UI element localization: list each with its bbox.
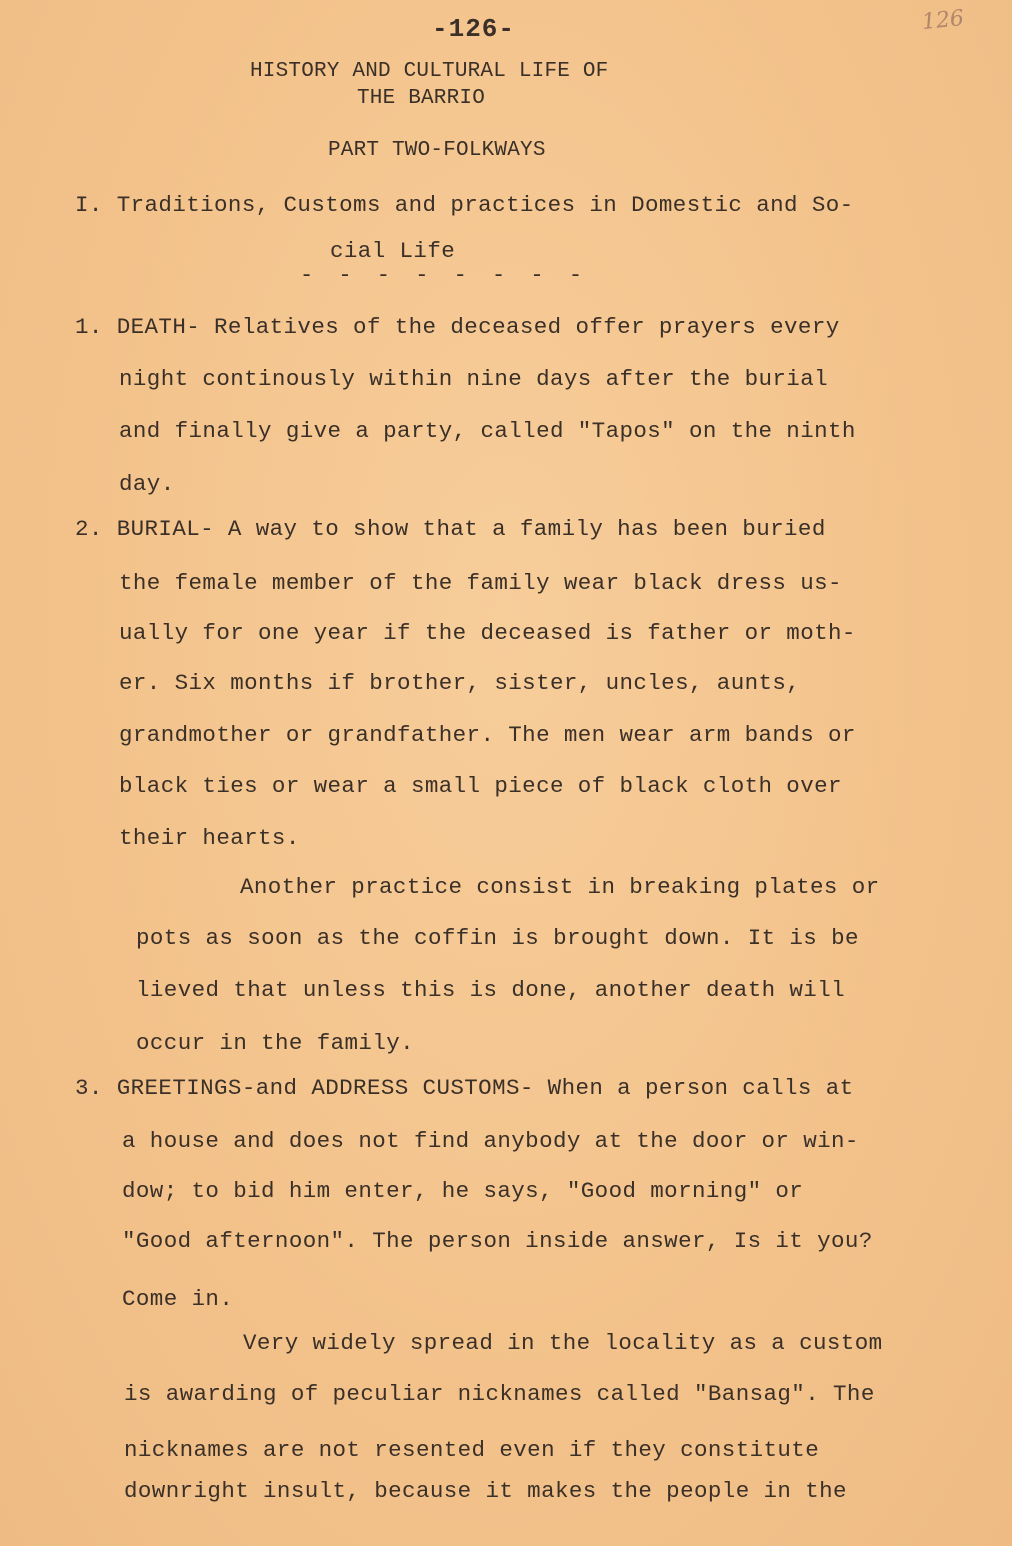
text-line: downright insult, because it makes the people in the [124, 1478, 847, 1504]
text-line: Very widely spread in the locality as a custom [243, 1330, 883, 1356]
text-line: the female member of the family wear black dress us- [119, 570, 842, 596]
text-line: a house and does not find anybody at the door or win- [122, 1128, 859, 1154]
title-line-2: THE BARRIO [357, 87, 486, 110]
text-line: Come in. [122, 1286, 234, 1312]
text-line: "Good afternoon". The person inside answer, Is it you? [122, 1228, 873, 1254]
title-line-1: HISTORY AND CULTURAL LIFE OF [250, 60, 609, 83]
text-line: 2. BURIAL- A way to show that a family has been buried [75, 516, 826, 542]
text-line: occur in the family. [136, 1030, 415, 1056]
text-line: Another practice consist in breaking plates or [240, 874, 880, 900]
text-line: their hearts. [119, 825, 300, 851]
text-line: and finally give a party, called "Tapos" on the ninth [119, 418, 856, 444]
text-line: is awarding of peculiar nicknames called "Bansag". The [124, 1381, 875, 1407]
text-line: lieved that unless this is done, another death will [136, 977, 846, 1003]
handwritten-page-number: 126 [920, 5, 966, 36]
text-line: dow; to bid him enter, he says, "Good morning" or [122, 1178, 804, 1204]
page-number: -126- [432, 14, 516, 44]
text-line: er. Six months if brother, sister, uncles, aunts, [119, 670, 801, 696]
text-line: black ties or wear a small piece of black cloth over [119, 773, 842, 799]
text-line: 3. GREETINGS-and ADDRESS CUSTOMS- When a person calls at [75, 1075, 854, 1101]
text-line: 1. DEATH- Relatives of the deceased offer prayers every [75, 314, 840, 340]
heading-underline-dashes: - - - - - - - - [300, 263, 589, 288]
section-heading-line-1: I. Traditions, Customs and practices in Domestic and So- [75, 192, 854, 218]
part-title: PART TWO-FOLKWAYS [328, 139, 546, 162]
text-line: night continously within nine days after the burial [119, 366, 829, 392]
text-line: day. [119, 471, 175, 497]
text-line: grandmother or grandfather. The men wear arm bands or [119, 722, 856, 748]
section-heading-line-2: cial Life [330, 238, 456, 264]
text-line: ually for one year if the deceased is father or moth- [119, 620, 856, 646]
text-line: nicknames are not resented even if they constitute [124, 1437, 820, 1463]
text-line: pots as soon as the coffin is brought down. It is be [136, 925, 859, 951]
